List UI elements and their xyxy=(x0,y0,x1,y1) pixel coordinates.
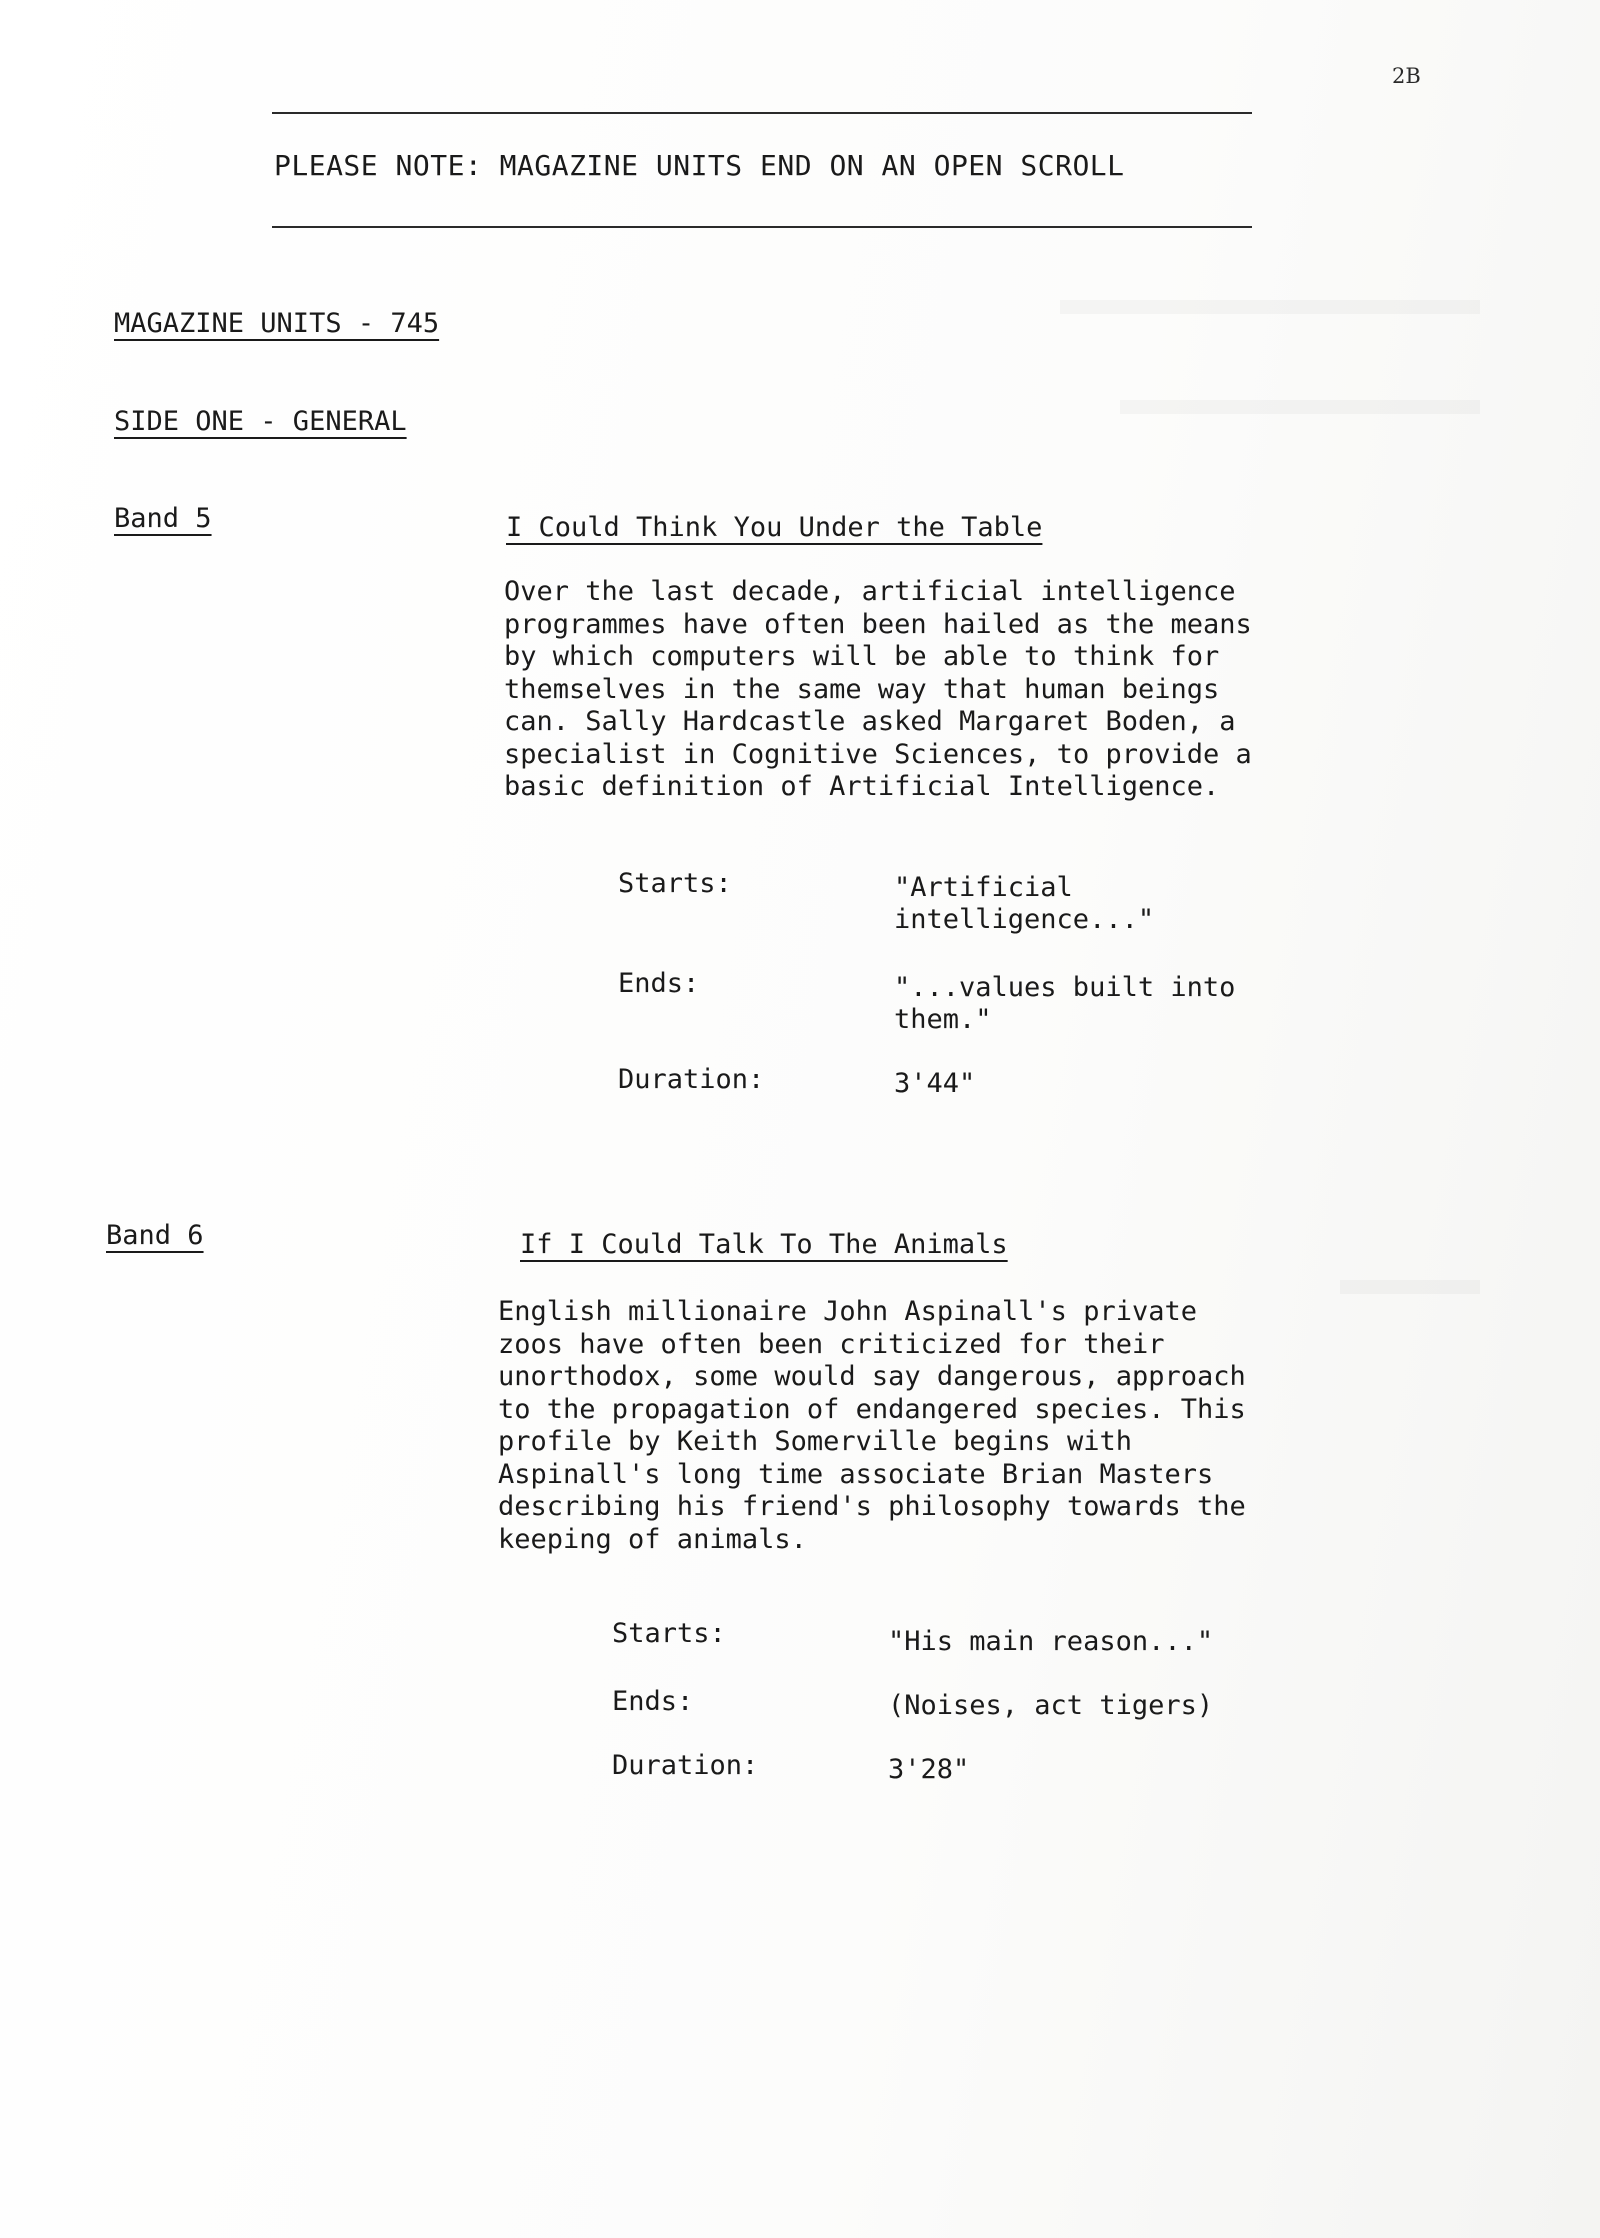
description-line: to the propagation of endangered species. This xyxy=(498,1393,1246,1425)
page-number: 2B xyxy=(1392,64,1421,88)
starts-label: Starts: xyxy=(612,1618,726,1649)
description-line: programmes have often been hailed as the means xyxy=(504,608,1252,640)
duration-label: Duration: xyxy=(618,1064,765,1095)
description-line: profile by Keith Somerville begins with xyxy=(498,1426,1132,1457)
starts-label: Starts: xyxy=(618,868,732,899)
item-description xyxy=(504,576,1434,804)
top-rule xyxy=(272,112,1252,114)
ends-value xyxy=(894,972,1235,1036)
band-label: Band 6 xyxy=(106,1220,204,1251)
starts-value-line: intelligence..." xyxy=(894,904,1155,935)
description-line: English millionaire John Aspinall's private xyxy=(498,1296,1197,1327)
starts-value xyxy=(888,1626,1213,1658)
ends-value-line: them." xyxy=(894,1004,992,1035)
bleed-through-shadow xyxy=(1340,1280,1480,1294)
band-label: Band 5 xyxy=(114,503,212,534)
ends-label: Ends: xyxy=(618,968,700,999)
section-subheading: SIDE ONE - GENERAL xyxy=(114,406,407,437)
description-line: unorthodox, some would say dangerous, approach xyxy=(498,1361,1246,1392)
item-title: If I Could Talk To The Animals xyxy=(520,1229,1008,1260)
description-line: Aspinall's long time associate Brian Masters xyxy=(498,1458,1214,1490)
description-line: themselves in the same way that human beings xyxy=(504,673,1220,705)
section-heading: MAGAZINE UNITS - 745 xyxy=(114,308,440,339)
description-line: keeping of animals. xyxy=(498,1523,807,1555)
ends-label: Ends: xyxy=(612,1686,694,1717)
bleed-through-shadow xyxy=(1120,400,1480,414)
bleed-through-shadow xyxy=(1060,300,1480,314)
description-line: basic definition of Artificial Intelligence. xyxy=(504,771,1220,802)
item-title: I Could Think You Under the Table xyxy=(506,512,1043,543)
starts-value-line: "His main reason..." xyxy=(888,1626,1214,1657)
duration-label: Duration: xyxy=(612,1750,759,1781)
ends-value-line: (Noises, act tigers) xyxy=(888,1690,1214,1721)
duration-value: 3'44" xyxy=(894,1068,976,1099)
ends-value xyxy=(888,1690,1213,1722)
description-line: by which computers will be able to think for xyxy=(504,641,1220,672)
starts-value-line: "Artificial xyxy=(894,872,1073,903)
description-line: describing his friend's philosophy towards the xyxy=(498,1491,1246,1522)
bottom-rule xyxy=(272,226,1252,228)
description-line: Over the last decade, artificial intelligence xyxy=(504,576,1236,607)
description-line: zoos have often been criticized for their xyxy=(498,1328,1165,1360)
description-line: can. Sally Hardcastle asked Margaret Boden, a xyxy=(504,706,1236,737)
starts-value xyxy=(894,872,1154,936)
notice-text: PLEASE NOTE: MAGAZINE UNITS END ON AN OPEN SCROLL xyxy=(274,149,1125,182)
ends-value-line: "...values built into xyxy=(894,972,1236,1003)
item-description xyxy=(498,1296,1428,1556)
description-line: specialist in Cognitive Sciences, to provide a xyxy=(504,738,1252,770)
duration-value: 3'28" xyxy=(888,1754,970,1785)
